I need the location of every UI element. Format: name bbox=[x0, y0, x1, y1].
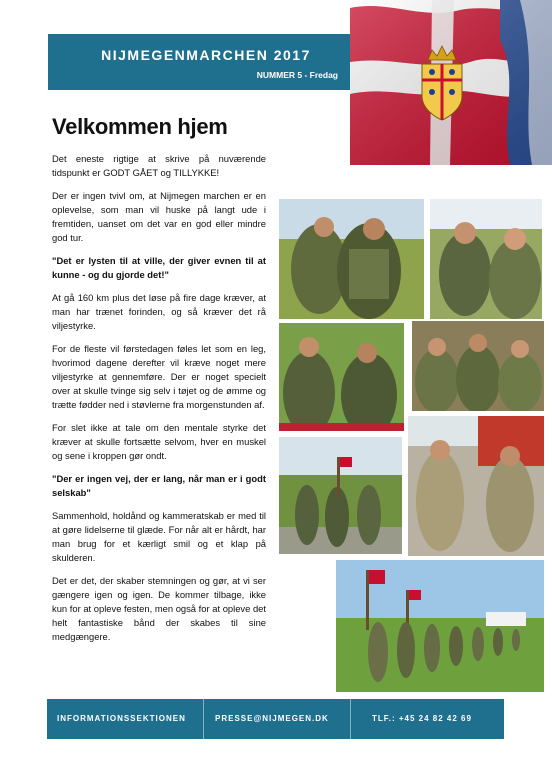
photo-cheering-group bbox=[412, 321, 544, 411]
photo-group-marchers bbox=[279, 199, 424, 319]
photo-column-on-road bbox=[279, 437, 402, 554]
article-quote: "Det er lysten til at ville, der giver evnen til at kunne - og du gjorde det!" bbox=[52, 255, 266, 280]
newsletter-title: NIJMEGENMARCHEN 2017 bbox=[101, 47, 311, 63]
article-quote: "Der er ingen vej, der er lang, når man er i godt selskab" bbox=[52, 473, 266, 498]
issue-label: NUMMER 5 - Fredag bbox=[256, 70, 338, 80]
article-paragraph: Det eneste rigtige at skrive på nuværende tidspunkt er GODT GÅET og TILLYKKE! bbox=[52, 153, 266, 178]
photo-officers-walking bbox=[408, 416, 544, 556]
article-paragraph: Det er det, der skaber stemningen og gør, at vi ser gængere igen og igen. De kommer tilbage, ikke kun for at opleve festen, men også for at opleve det helt fantastiske bånd der skabes til sine medgængere. bbox=[52, 575, 266, 642]
footer-divider bbox=[350, 699, 351, 739]
photo-medal-ceremony bbox=[279, 323, 404, 431]
photo-parade-with-flags bbox=[336, 560, 544, 692]
footer-bar bbox=[47, 699, 504, 739]
footer-email-link[interactable]: PRESSE@NIJMEGEN.DK bbox=[215, 714, 329, 723]
footer-phone: TLF.: +45 24 82 42 69 bbox=[372, 714, 472, 723]
footer-department: INFORMATIONSSEKTIONEN bbox=[57, 714, 186, 723]
article-paragraph: Der er ingen tvivl om, at Nijmegen marchen er en oplevelse, som man vil huske på langt ude i fremtiden, uanset om det var en god eller mindre god tur. bbox=[52, 190, 266, 243]
photo-smiling-soldiers bbox=[430, 199, 542, 319]
article-paragraph: Sammenhold, holdånd og kammeratskab er med til at gøre lidelserne til glæde. For når alt er hårdt, har man brug for et kærligt smil og et klap på skulderen. bbox=[52, 510, 266, 563]
article-headline: Velkommen hjem bbox=[52, 114, 228, 139]
flag-coat-of-arms-image bbox=[350, 0, 552, 165]
header-bar bbox=[48, 34, 364, 90]
article-body bbox=[52, 152, 266, 653]
article-paragraph: For slet ikke at tale om den mentale styrke det kræver at skulle fortsætte selvom, hver en muskel og sene i kroppen gør ondt. bbox=[52, 422, 266, 461]
article-paragraph: For de fleste vil førstedagen føles let som en leg, hvorimod dagene derefter vil kræve noget mere viljestyrke at gennemføre. Der er noget specielt over at skulle tvinge sig selv i tøjet og de ømme og trætte fødder ned i støvlerne fra morgenstunden af. bbox=[52, 343, 266, 410]
footer-divider bbox=[203, 699, 204, 739]
article-paragraph: At gå 160 km plus det løse på fire dage kræver, at man har trænet forinden, og så kræver det rå viljestyrke. bbox=[52, 292, 266, 331]
